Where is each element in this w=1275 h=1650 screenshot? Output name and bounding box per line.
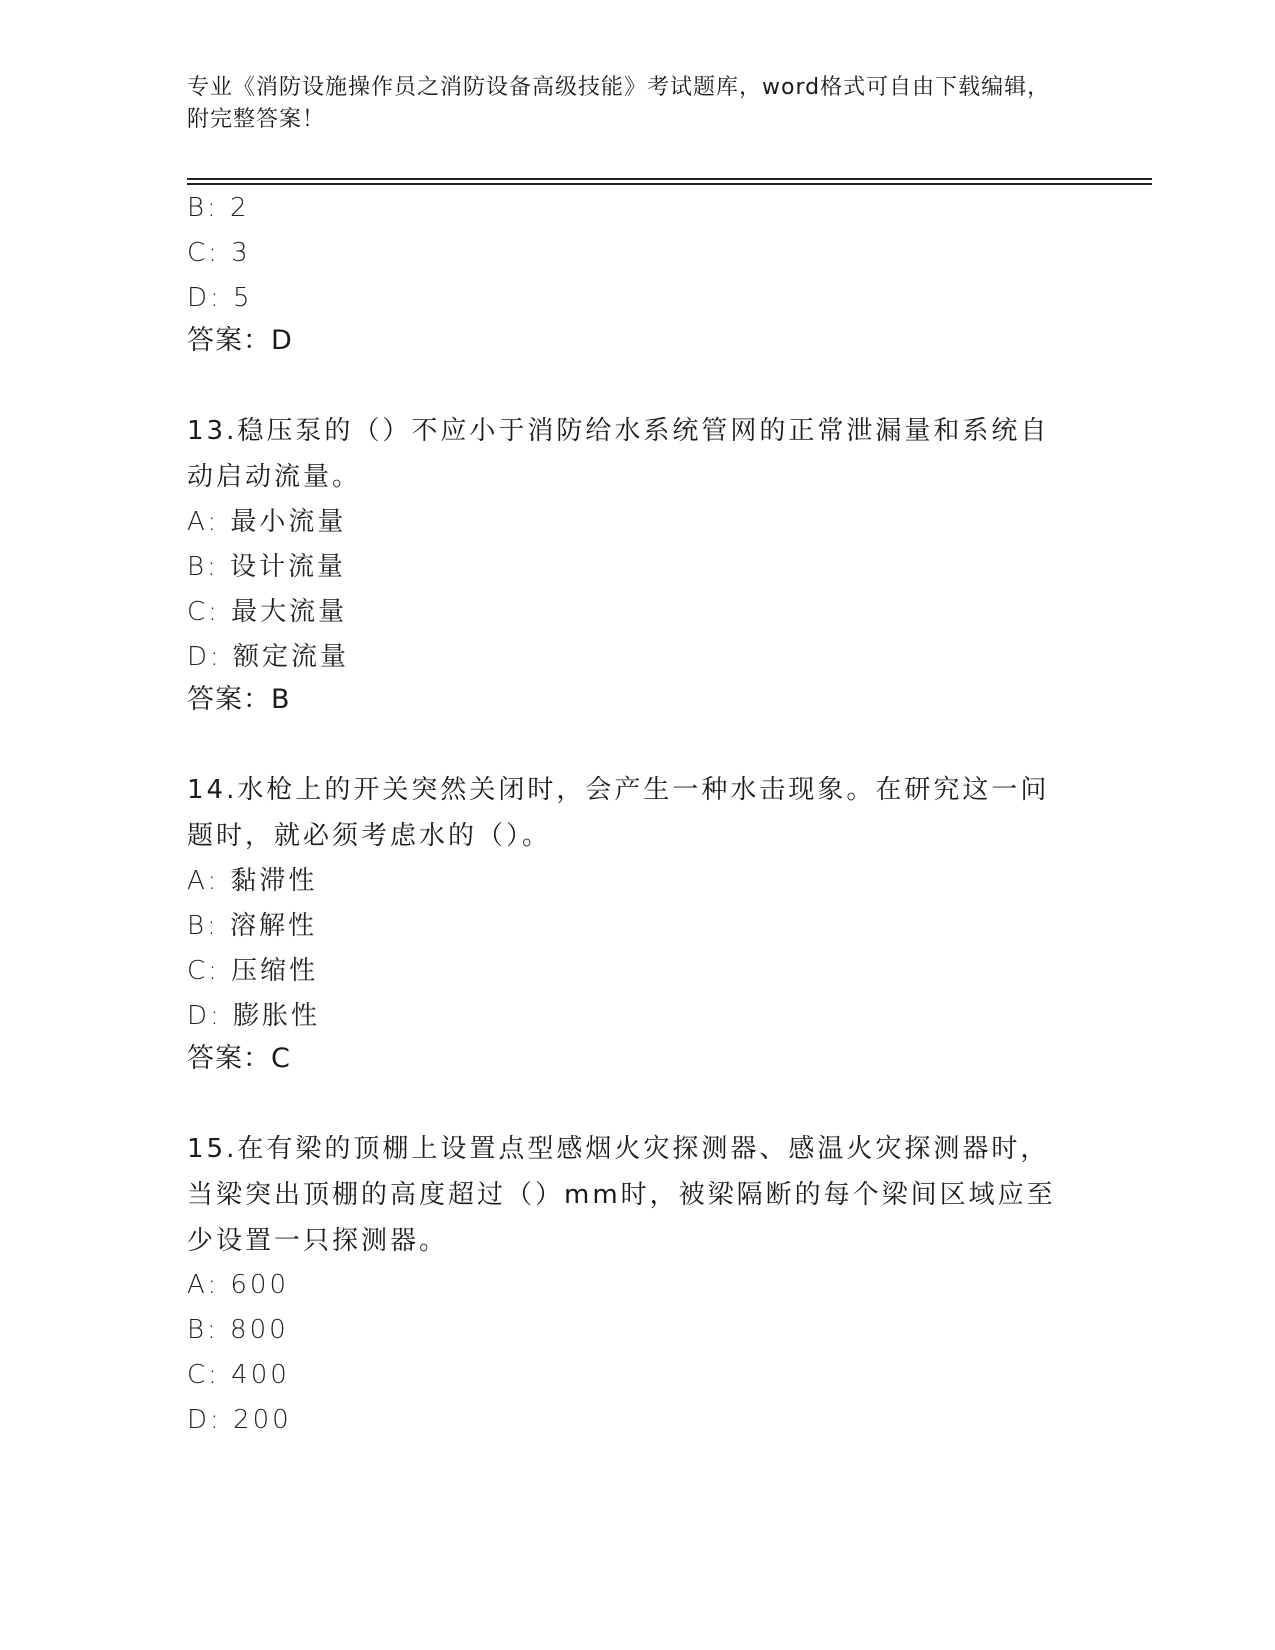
- question-14-stem: 14.水枪上的开关突然关闭时，会产生一种水击现象。在研究这一问题时，就必须考虑水的（）。: [187, 775, 1050, 851]
- question-14-option-d: D: 膨胀性: [187, 1001, 321, 1031]
- question-14-option-b: B: 溶解性: [187, 911, 318, 941]
- question-13-option-a: A: 最小流量: [187, 507, 347, 537]
- question-14-option-c: C: 压缩性: [187, 956, 319, 986]
- option-b: B: 2: [187, 193, 250, 223]
- question-13-option-c: C: 最大流量: [187, 597, 348, 627]
- document-header: 专业《消防设施操作员之消防设备高级技能》考试题库，word格式可自由下载编辑，附完整答案！: [187, 75, 1051, 132]
- question-15-option-c: C: 400: [187, 1360, 290, 1390]
- question-15-option-a: A: 600: [187, 1270, 289, 1300]
- question-13-option-d: D: 额定流量: [187, 642, 350, 672]
- header-divider-bottom: [187, 183, 1152, 185]
- question-15-stem: 15.在有梁的顶棚上设置点型感烟火灾探测器、感温火灾探测器时，当梁突出顶棚的高度超过（）mm时，被梁隔断的每个梁间区域应至少设置一只探测器。: [187, 1134, 1056, 1256]
- question-13-option-b: B: 设计流量: [187, 552, 347, 582]
- option-c: C: 3: [187, 238, 251, 268]
- answer-line: 答案：D: [187, 325, 293, 356]
- header-divider-top: [187, 178, 1152, 180]
- question-14-answer: 答案：C: [187, 1043, 291, 1074]
- question-15-option-d: D: 200: [187, 1405, 292, 1435]
- question-15-option-b: B: 800: [187, 1315, 289, 1345]
- option-d: D: 5: [187, 283, 253, 313]
- question-13-answer: 答案：B: [187, 684, 291, 715]
- question-13-stem: 13.稳压泵的（）不应小于消防给水系统管网的正常泄漏量和系统自动启动流量。: [187, 416, 1050, 492]
- question-14-option-a: A: 黏滞性: [187, 866, 318, 896]
